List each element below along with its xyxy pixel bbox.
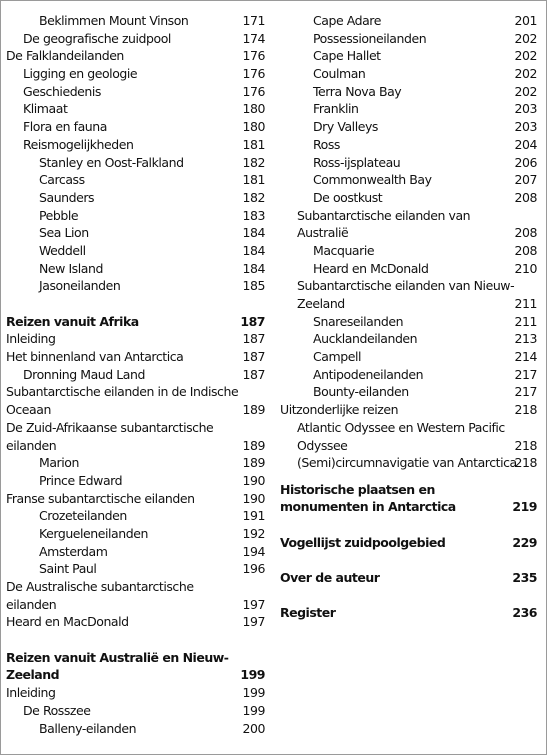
toc-entry <box>6 525 265 543</box>
toc-entry <box>280 419 537 437</box>
toc-page-number: 185 <box>242 278 265 294</box>
toc-entry <box>280 207 537 225</box>
toc-entry-title: Subantarctische eilanden van <box>297 207 471 223</box>
toc-page-number: 208 <box>514 242 537 258</box>
toc-entry-title: Carcass <box>39 172 85 188</box>
toc-entry <box>6 613 265 631</box>
toc-page-number: 189 <box>242 402 265 418</box>
toc-entry <box>6 366 265 384</box>
toc-entry <box>6 437 265 455</box>
toc-entry-title: Zeeland <box>6 667 60 683</box>
toc-entry-title: Aucklandeilanden <box>313 331 418 347</box>
toc-page-number: 219 <box>512 499 537 515</box>
toc-section-heading <box>280 569 537 587</box>
toc-page-number: 211 <box>514 313 537 329</box>
toc-page-number: 206 <box>514 154 537 170</box>
toc-page-number: 218 <box>514 402 537 418</box>
toc-entry-title: Dry Valleys <box>313 119 378 135</box>
toc-page-number: 181 <box>242 172 265 188</box>
toc-entry <box>280 47 537 65</box>
toc-entry-title: De oostkust <box>313 189 383 205</box>
toc-entry-title: Heard en MacDonald <box>6 614 129 630</box>
toc-page-number: 217 <box>514 384 537 400</box>
toc-page-number: 183 <box>242 207 265 223</box>
toc-entry <box>280 118 537 136</box>
toc-entry <box>280 83 537 101</box>
toc-entry <box>6 490 265 508</box>
toc-page-number: 176 <box>242 66 265 82</box>
toc-page-number: 211 <box>514 296 537 311</box>
toc-entry <box>280 348 537 366</box>
toc-entry-title: Inleiding <box>6 685 56 701</box>
toc-entry-title: Heard en McDonald <box>313 260 429 276</box>
toc-entry-title: Cape Hallet <box>313 48 381 64</box>
toc-page-number: 201 <box>514 13 537 28</box>
toc-page-number: 176 <box>242 48 265 64</box>
toc-page-number: 208 <box>514 189 537 205</box>
toc-entry-title: Possessioneilanden <box>313 30 427 46</box>
toc-entry-title: Oceaan <box>6 402 51 418</box>
toc-page-number: 182 <box>242 189 265 205</box>
toc-entry-title: Marion <box>39 455 79 471</box>
toc-entry-title: Amsterdam <box>39 543 108 559</box>
toc-entry-title: Odyssee <box>297 437 348 453</box>
toc-page-number: 180 <box>242 119 265 135</box>
toc-page-number: 194 <box>242 543 265 559</box>
toc-entry-title: Crozeteilanden <box>39 508 127 524</box>
toc-page-number: 187 <box>240 313 265 329</box>
toc-entry-title: Kergueleneilanden <box>39 525 148 541</box>
toc-entry <box>6 419 265 437</box>
toc-page-number: 214 <box>514 349 537 365</box>
toc-entry-title: Franse subantarctische eilanden <box>6 490 195 506</box>
toc-section-heading <box>6 313 265 331</box>
toc-entry-title: Cape Adare <box>313 13 381 28</box>
toc-spacer <box>280 587 537 605</box>
toc-entry <box>280 224 537 242</box>
toc-entry-title: Campell <box>313 349 361 365</box>
toc-section-heading <box>6 649 265 667</box>
toc-entry <box>280 401 537 419</box>
toc-page-number: 204 <box>514 136 537 152</box>
toc-section-heading <box>280 481 537 499</box>
toc-page-number: 184 <box>242 225 265 241</box>
toc-entry-title: Reismogelijkheden <box>23 136 134 152</box>
toc-entry <box>6 383 265 401</box>
toc-entry <box>6 330 265 348</box>
toc-page-number: 184 <box>242 242 265 258</box>
toc-page-number: 235 <box>512 570 537 586</box>
toc-entry-title: Bounty-eilanden <box>313 384 409 400</box>
toc-entry <box>6 224 265 242</box>
toc-entry-title: Inleiding <box>6 331 56 347</box>
toc-entry <box>6 401 265 419</box>
toc-entry-title: De geografische zuidpool <box>23 30 171 46</box>
toc-entry-title: monumenten in Antarctica <box>280 499 456 515</box>
toc-entry <box>280 437 537 455</box>
toc-entry <box>280 277 537 295</box>
toc-page-number: 218 <box>514 455 537 471</box>
toc-column-left <box>6 12 265 737</box>
toc-entry-title: Terra Nova Bay <box>313 83 402 99</box>
toc-section-heading <box>280 534 537 552</box>
toc-entry <box>6 100 265 118</box>
toc-spacer <box>280 472 537 481</box>
toc-page-number: 208 <box>514 225 537 241</box>
toc-entry-title: Zeeland <box>297 296 345 311</box>
toc-page-number: 202 <box>514 48 537 64</box>
toc-page-number: 181 <box>242 136 265 152</box>
toc-entry-title: Balleny-eilanden <box>39 720 137 736</box>
toc-entry <box>6 83 265 101</box>
toc-entry-title: Australië <box>297 225 349 241</box>
toc-page-number: 191 <box>242 508 265 524</box>
toc-entry-title: Antipodeneilanden <box>313 366 424 382</box>
toc-entry-title: Macquarie <box>313 242 375 258</box>
toc-entry-title: Weddell <box>39 242 86 258</box>
toc-entry-title: eilanden <box>6 437 57 453</box>
toc-page-number: 196 <box>242 561 265 577</box>
toc-page-number: 187 <box>242 331 265 347</box>
toc-entry <box>280 383 537 401</box>
toc-page-number: 187 <box>242 366 265 382</box>
toc-entry-title: Atlantic Odyssee en Western Pacific <box>297 419 505 435</box>
toc-entry <box>280 100 537 118</box>
toc-entry-title: Klimaat <box>23 101 68 117</box>
toc-section-heading <box>280 604 537 622</box>
toc-entry <box>6 277 265 295</box>
toc-entry <box>6 12 265 30</box>
toc-entry <box>6 65 265 83</box>
toc-page-number: 217 <box>514 366 537 382</box>
toc-page-number: 210 <box>514 260 537 276</box>
toc-page-number: 189 <box>242 437 265 453</box>
toc-page-number: 218 <box>514 437 537 453</box>
toc-entry-title: Commonwealth Bay <box>313 172 432 188</box>
toc-entry <box>6 154 265 172</box>
toc-entry <box>6 118 265 136</box>
toc-entry <box>280 242 537 260</box>
toc-entry-title: Snareseilanden <box>313 313 404 329</box>
toc-page-number: 229 <box>512 534 537 550</box>
toc-entry-title: Jasoneilanden <box>39 278 121 294</box>
toc-page-number: 171 <box>242 13 265 28</box>
toc-entry <box>280 30 537 48</box>
toc-page-number: 200 <box>242 720 265 736</box>
toc-page-number: 176 <box>242 83 265 99</box>
toc-page-number: 203 <box>514 101 537 117</box>
toc-spacer <box>6 295 265 313</box>
toc-entry-title: Ross <box>313 136 340 152</box>
toc-entry-title: Over de auteur <box>280 570 380 586</box>
toc-page-number: 180 <box>242 101 265 117</box>
toc-entry-title: Uitzonderlijke reizen <box>280 402 399 418</box>
toc-entry-title: Ligging en geologie <box>23 66 138 82</box>
toc-page-number: 174 <box>242 30 265 46</box>
toc-entry <box>6 507 265 525</box>
toc-entry <box>6 30 265 48</box>
toc-page-number: 189 <box>242 455 265 471</box>
toc-page-number: 184 <box>242 260 265 276</box>
toc-entry-title: (Semi)circumnavigatie van Antarctica <box>297 455 517 471</box>
toc-section-heading <box>6 666 265 684</box>
toc-entry-title: Ross-ijsplateau <box>313 154 401 170</box>
toc-entry <box>280 154 537 172</box>
toc-entry-title: Vogellijst zuidpoolgebied <box>280 534 446 550</box>
toc-page-number: 207 <box>514 172 537 188</box>
toc-entry-title: De Zuid-Afrikaanse subantarctische <box>6 419 214 435</box>
toc-entry-title: Register <box>280 605 336 621</box>
toc-entry <box>6 560 265 578</box>
toc-entry-title: Subantarctische eilanden in de Indische <box>6 384 239 400</box>
toc-entry-title: Dronning Maud Land <box>23 366 145 382</box>
toc-entry-title: Franklin <box>313 101 359 117</box>
toc-entry <box>6 454 265 472</box>
toc-entry-title: Beklimmen Mount Vinson <box>39 13 189 28</box>
toc-page-number: 199 <box>242 685 265 701</box>
toc-entry <box>6 136 265 154</box>
toc-entry-title: Reizen vanuit Australië en Nieuw- <box>6 649 229 665</box>
toc-entry-title: De Rosszee <box>23 702 91 718</box>
toc-entry <box>6 720 265 738</box>
toc-entry-title: Coulman <box>313 66 366 82</box>
toc-column-right <box>280 12 537 622</box>
toc-spacer <box>280 551 537 569</box>
toc-entry-title: Pebble <box>39 207 79 223</box>
toc-entry <box>6 171 265 189</box>
toc-entry <box>280 171 537 189</box>
toc-entry <box>6 578 265 596</box>
toc-page-number: 199 <box>240 667 265 683</box>
toc-entry <box>6 543 265 561</box>
toc-entry <box>280 366 537 384</box>
toc-entry-title: eilanden <box>6 596 57 612</box>
toc-entry <box>6 684 265 702</box>
toc-page-number: 199 <box>242 702 265 718</box>
toc-entry <box>6 260 265 278</box>
toc-entry-title: Prince Edward <box>39 472 123 488</box>
toc-entry-title: De Falklandeilanden <box>6 48 124 64</box>
toc-entry-title: De Australische subantarctische <box>6 579 194 594</box>
toc-entry-title: Subantarctische eilanden van Nieuw- <box>297 278 515 294</box>
toc-entry <box>280 295 537 313</box>
toc-entry <box>6 472 265 490</box>
toc-page-number: 190 <box>242 490 265 506</box>
toc-entry <box>6 47 265 65</box>
toc-entry <box>280 454 537 472</box>
toc-entry <box>6 702 265 720</box>
toc-entry <box>6 207 265 225</box>
toc-page-number: 197 <box>242 596 265 612</box>
toc-page-number: 187 <box>242 349 265 365</box>
toc-spacer <box>280 516 537 534</box>
toc-entry <box>6 242 265 260</box>
toc-entry-title: Flora en fauna <box>23 119 107 135</box>
toc-page-number: 202 <box>514 66 537 82</box>
toc-page-number: 203 <box>514 119 537 135</box>
toc-section-heading <box>280 498 537 516</box>
toc-entry-title: Het binnenland van Antarctica <box>6 349 184 365</box>
toc-entry-title: Geschiedenis <box>23 83 101 99</box>
toc-page-number: 192 <box>242 525 265 541</box>
toc-page-number: 197 <box>242 614 265 630</box>
toc-page-number: 190 <box>242 472 265 488</box>
toc-entry <box>280 313 537 331</box>
toc-entry <box>280 260 537 278</box>
toc-page-number: 213 <box>514 331 537 347</box>
toc-entry <box>280 330 537 348</box>
toc-entry-title: New Island <box>39 260 103 276</box>
toc-spacer <box>6 631 265 649</box>
toc-entry-title: Sea Lion <box>39 225 89 241</box>
toc-page-number: 236 <box>512 605 537 621</box>
toc-page-number: 182 <box>242 154 265 170</box>
toc-entry-title: Saint Paul <box>39 561 97 577</box>
toc-entry-title: Reizen vanuit Afrika <box>6 313 139 329</box>
toc-page-number: 202 <box>514 83 537 99</box>
toc-entry-title: Stanley en Oost-Falkland <box>39 154 184 170</box>
toc-entry <box>280 136 537 154</box>
toc-entry-title: Saunders <box>39 189 95 205</box>
toc-entry <box>280 12 537 30</box>
toc-page-number: 202 <box>514 30 537 46</box>
toc-entry <box>6 596 265 614</box>
toc-entry-title: Historische plaatsen en <box>280 481 435 497</box>
toc-entry <box>280 189 537 207</box>
toc-entry <box>6 189 265 207</box>
toc-entry <box>6 348 265 366</box>
toc-entry <box>280 65 537 83</box>
